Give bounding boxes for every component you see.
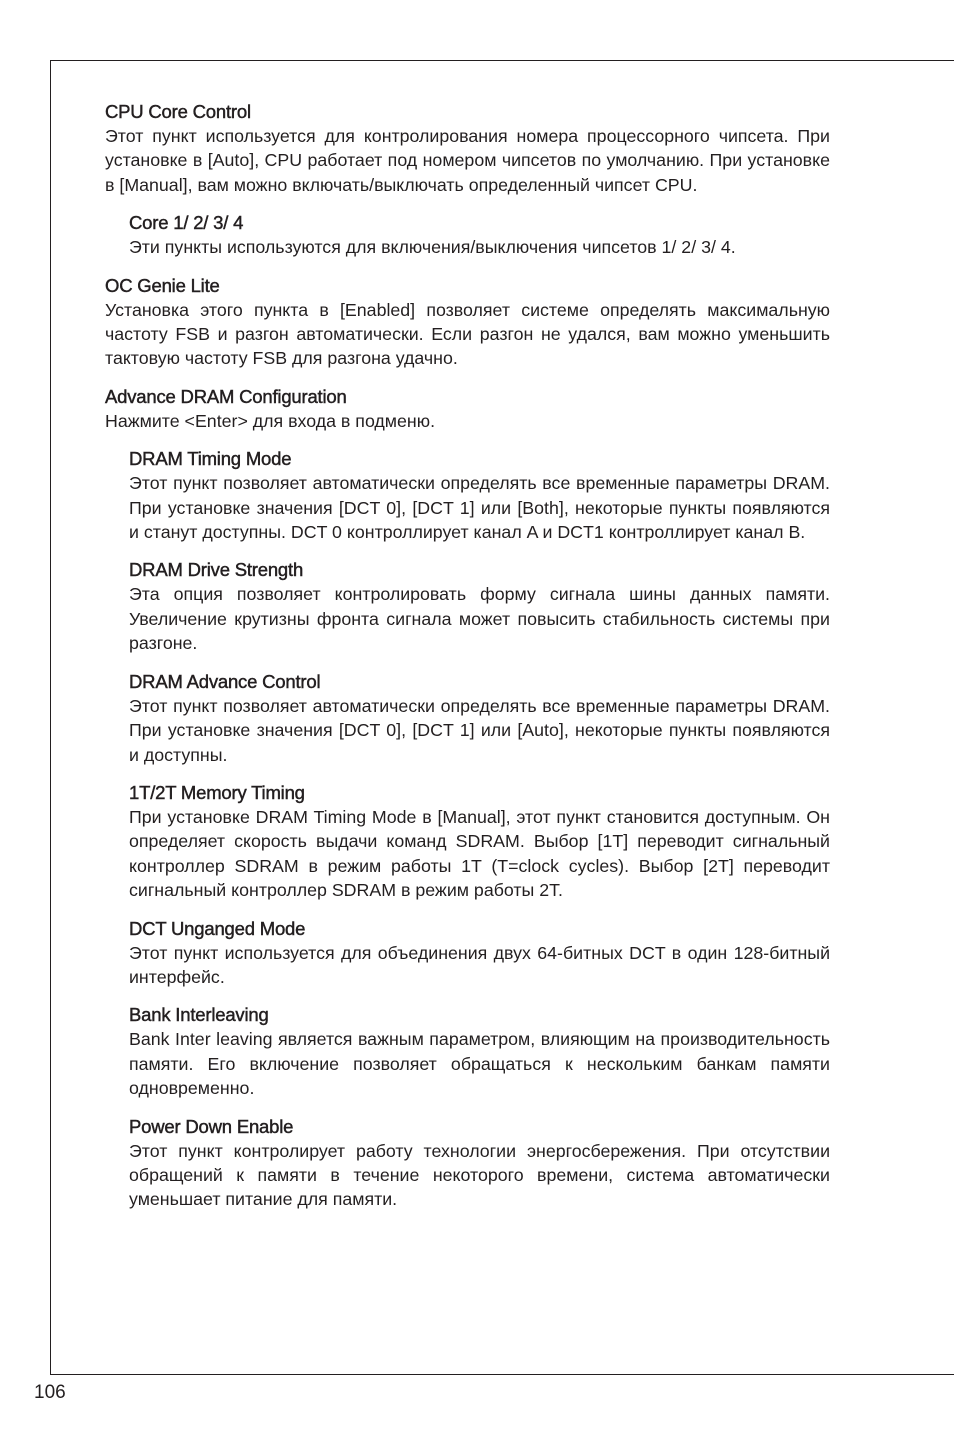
- section-heading: DRAM Drive Strength: [129, 559, 304, 581]
- section-description: Этот пункт позволяет автоматически определять все временные параметры DRAM. При установке значения [DCT 0], [DCT 1] или [Both], некоторые пункты появляются и станут доступны. DCT 0 контроллирует канал A и DCT1 контроллирует канал B.: [129, 473, 830, 543]
- section-dram-drive-strength: [129, 558, 830, 655]
- section-1t-2t-memory-timing: [129, 781, 830, 903]
- section-description: Bank Inter leaving является важным параметром, влияющим на производительность памяти. Его включение позволяет обращаться к нескольким банкам памяти одновременно.: [129, 1029, 830, 1099]
- section-description: Этот пункт используется для объединения двух 64-битных DCT в один 128-битный интерфейс.: [129, 942, 830, 987]
- section-heading: Advance DRAM Configuration: [105, 385, 347, 407]
- section-description: Нажмите <Enter> для входа в подменю.: [105, 410, 436, 431]
- section-heading: Bank Interleaving: [129, 1004, 269, 1026]
- section-heading: DRAM Timing Mode: [129, 448, 292, 470]
- section-bank-interleaving: [129, 1003, 830, 1100]
- section-heading: DRAM Advance Control: [129, 670, 321, 692]
- section-heading: Core 1/ 2/ 3/ 4: [129, 212, 244, 234]
- section-dram-timing-mode: [129, 447, 830, 544]
- section-advance-dram-configuration: [105, 385, 830, 433]
- section-description: Эта опция позволяет контролировать форму сигнала шины данных памяти. Увеличение крутизны фронта сигнала может повысить стабильность системы при разгоне.: [129, 584, 830, 654]
- section-description: Этот пункт используется для контролирования номера процессорного чипсета. При установке в [Auto], CPU работает под номером чипсетов по умолчанию. При установке в [Manual], вам можно включать/выключать определенный чипсет CPU.: [105, 126, 830, 195]
- section-description: Установка этого пункта в [Enabled] позволяет системе определять максимальную частоту FSB и разгон автоматически. Если разгон не удался, вам можно уменьшить тактовую частоту FSB для разгона удачно.: [105, 299, 830, 369]
- section-heading: OC Genie Lite: [105, 274, 220, 296]
- section-dct-unganged-mode: [129, 917, 830, 990]
- section-description: Этот пункт позволяет автоматически определять все временные параметры DRAM. При установке значения [DCT 0], [DCT 1] или [Auto], некоторые пункты появляются и доступны.: [129, 695, 830, 765]
- section-heading: CPU Core Control: [105, 101, 251, 122]
- section-cpu-core-control: [105, 100, 830, 197]
- section-oc-genie-lite: [105, 274, 830, 371]
- page-number: 106: [34, 1382, 66, 1403]
- section-description: Этот пункт контролирует работу технологии энергосбережения. При отсутствии обращений к памяти в течение некоторого времени, система автоматически уменьшает питание для памяти.: [129, 1140, 830, 1210]
- manual-content: [105, 100, 830, 1226]
- section-heading: DCT Unganged Mode: [129, 917, 306, 939]
- section-dram-advance-control: [129, 670, 830, 767]
- section-power-down-enable: [129, 1115, 830, 1212]
- section-core-1-2-3-4: [129, 211, 830, 259]
- section-heading: Power Down Enable: [129, 1115, 294, 1137]
- section-heading: 1T/2T Memory Timing: [129, 781, 305, 803]
- section-description: При установке DRAM Timing Mode в [Manual], этот пункт становится доступным. Он определяет скорость выдачи команд SDRAM. Выбор [1T] переводит сигнальный контроллер SDRAM в режим работы 1T (T=clock cycles). Выбор [2T] переводит сигнальный контроллер SDRAM в режим работы 2T.: [129, 806, 830, 901]
- section-description: Эти пункты используются для включения/выключения чипсетов 1/ 2/ 3/ 4.: [129, 237, 736, 258]
